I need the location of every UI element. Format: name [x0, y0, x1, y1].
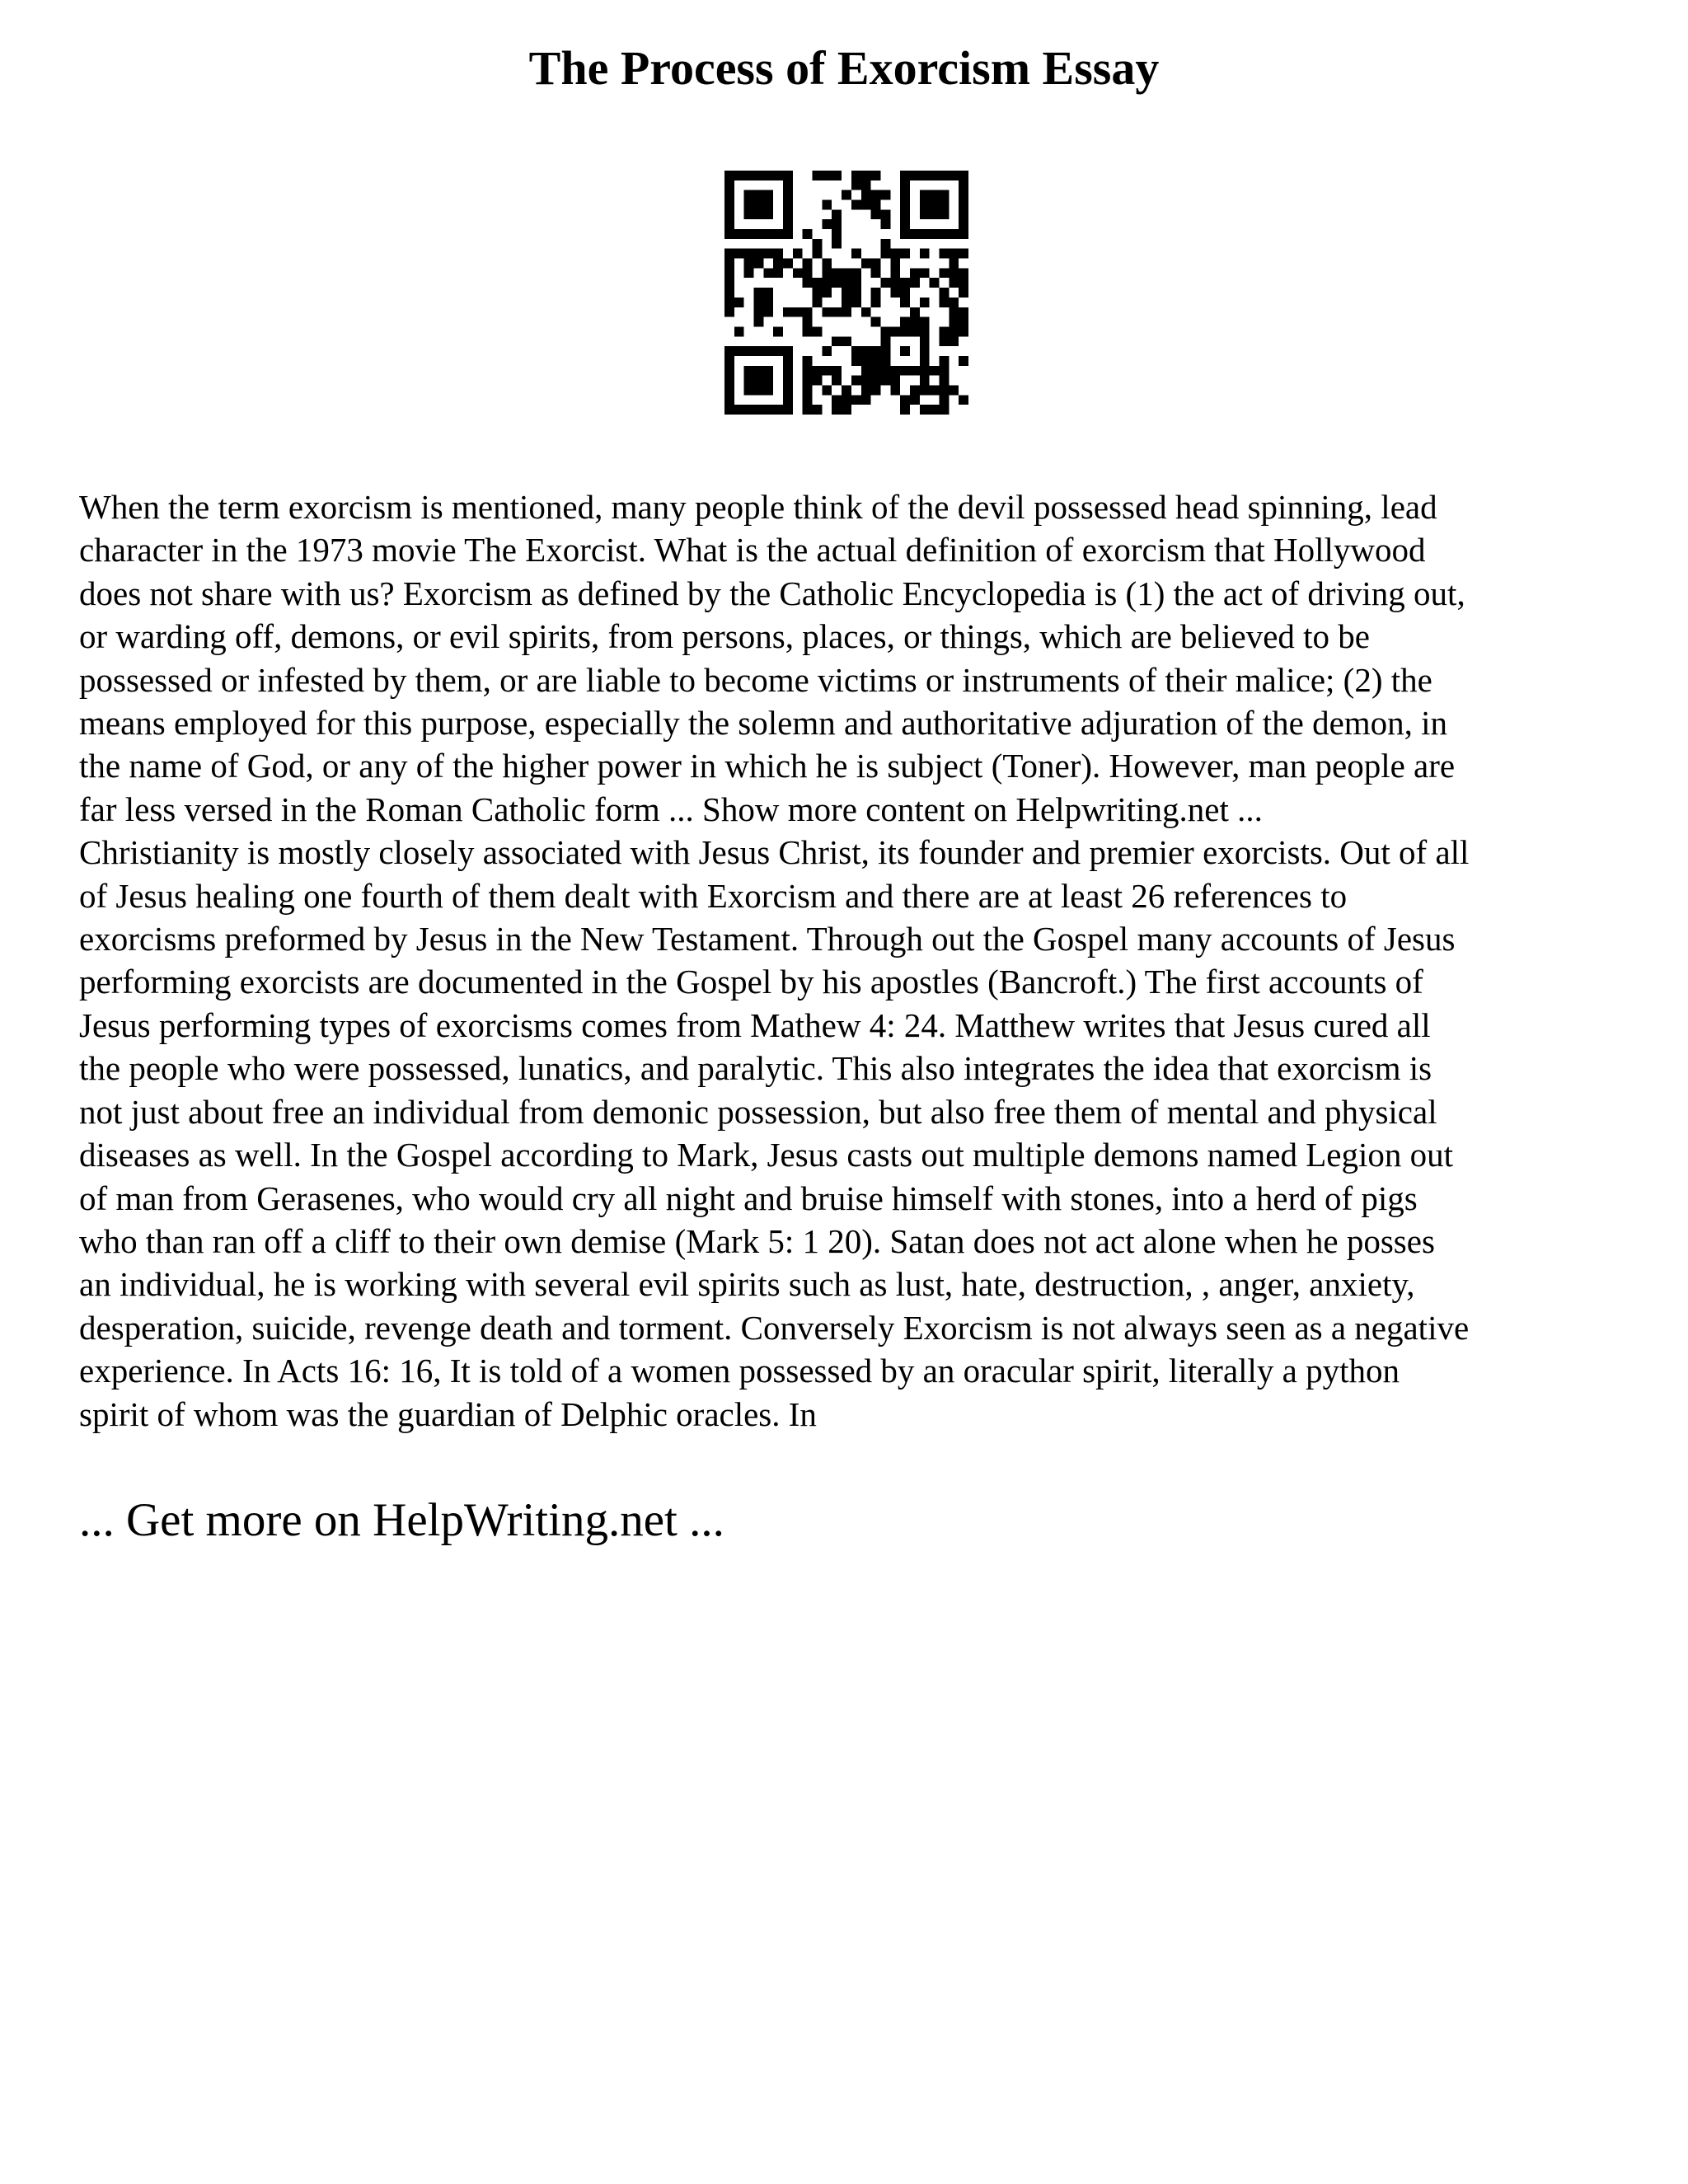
body-line: far less versed in the Roman Catholic form ... Show more content on Helpwriting.net ... — [79, 790, 1263, 828]
body-line: experience. In Acts 16: 16, It is told of a women possessed by an oracular spirit, literally a python — [79, 1352, 1400, 1390]
essay-body — [79, 485, 1620, 1436]
get-more-link[interactable]: ... Get more on HelpWriting.net ... — [79, 1494, 724, 1546]
body-line: the name of God, or any of the higher power in which he is subject (Toner). However, man people are — [79, 747, 1456, 785]
body-line: not just about free an individual from demonic possession, but also free them of mental and physical — [79, 1092, 1437, 1131]
body-line: of Jesus healing one fourth of them dealt with Exorcism and there are at least 26 references to — [79, 876, 1348, 915]
qr-code-icon — [724, 171, 968, 415]
body-line: When the term exorcism is mentioned, many people think of the devil possessed head spinning, lead — [79, 488, 1437, 526]
body-line: diseases as well. In the Gospel according to Mark, Jesus casts out multiple demons named Legion out — [79, 1136, 1453, 1174]
body-line: or warding off, demons, or evil spirits, from persons, places, or things, which are believed to be — [79, 617, 1370, 656]
body-line: performing exorcists are documented in the Gospel by his apostles (Bancroft.) The first accounts of — [79, 963, 1423, 1001]
body-line: possessed or infested by them, or are liable to become victims or instruments of their malice; (2) the — [79, 660, 1432, 699]
body-line: Jesus performing types of exorcisms comes from Mathew 4: 24. Matthew writes that Jesus cured all — [79, 1005, 1431, 1044]
body-line: who than ran off a cliff to their own demise (Mark 5: 1 20). Satan does not act alone when he posses — [79, 1221, 1435, 1260]
body-line: desperation, suicide, revenge death and torment. Conversely Exorcism is not always seen as a negative — [79, 1308, 1470, 1347]
body-line: an individual, he is working with several evil spirits such as lust, hate, destruction, , anger, anxiety, — [79, 1265, 1415, 1304]
body-line: of man from Gerasenes, who would cry all night and bruise himself with stones, into a herd of pigs — [79, 1179, 1418, 1217]
body-line: spirit of whom was the guardian of Delphic oracles. In — [79, 1394, 817, 1433]
page-title: The Process of Exorcism Essay — [528, 41, 1160, 95]
body-line: character in the 1973 movie The Exorcist. What is the actual definition of exorcism that Hollywood — [79, 531, 1426, 569]
body-line: does not share with us? Exorcism as defined by the Catholic Encyclopedia is (1) the act of driving out, — [79, 574, 1465, 612]
body-line: the people who were possessed, lunatics, and paralytic. This also integrates the idea that exorcism is — [79, 1049, 1432, 1088]
body-line: exorcisms preformed by Jesus in the New Testament. Through out the Gospel many accounts of Jesus — [79, 920, 1456, 958]
body-line: means employed for this purpose, especially the solemn and authoritative adjuration of the demon, in — [79, 704, 1448, 743]
body-line: Christianity is mostly closely associated with Jesus Christ, its founder and premier exorcists. Out of all — [79, 833, 1470, 872]
